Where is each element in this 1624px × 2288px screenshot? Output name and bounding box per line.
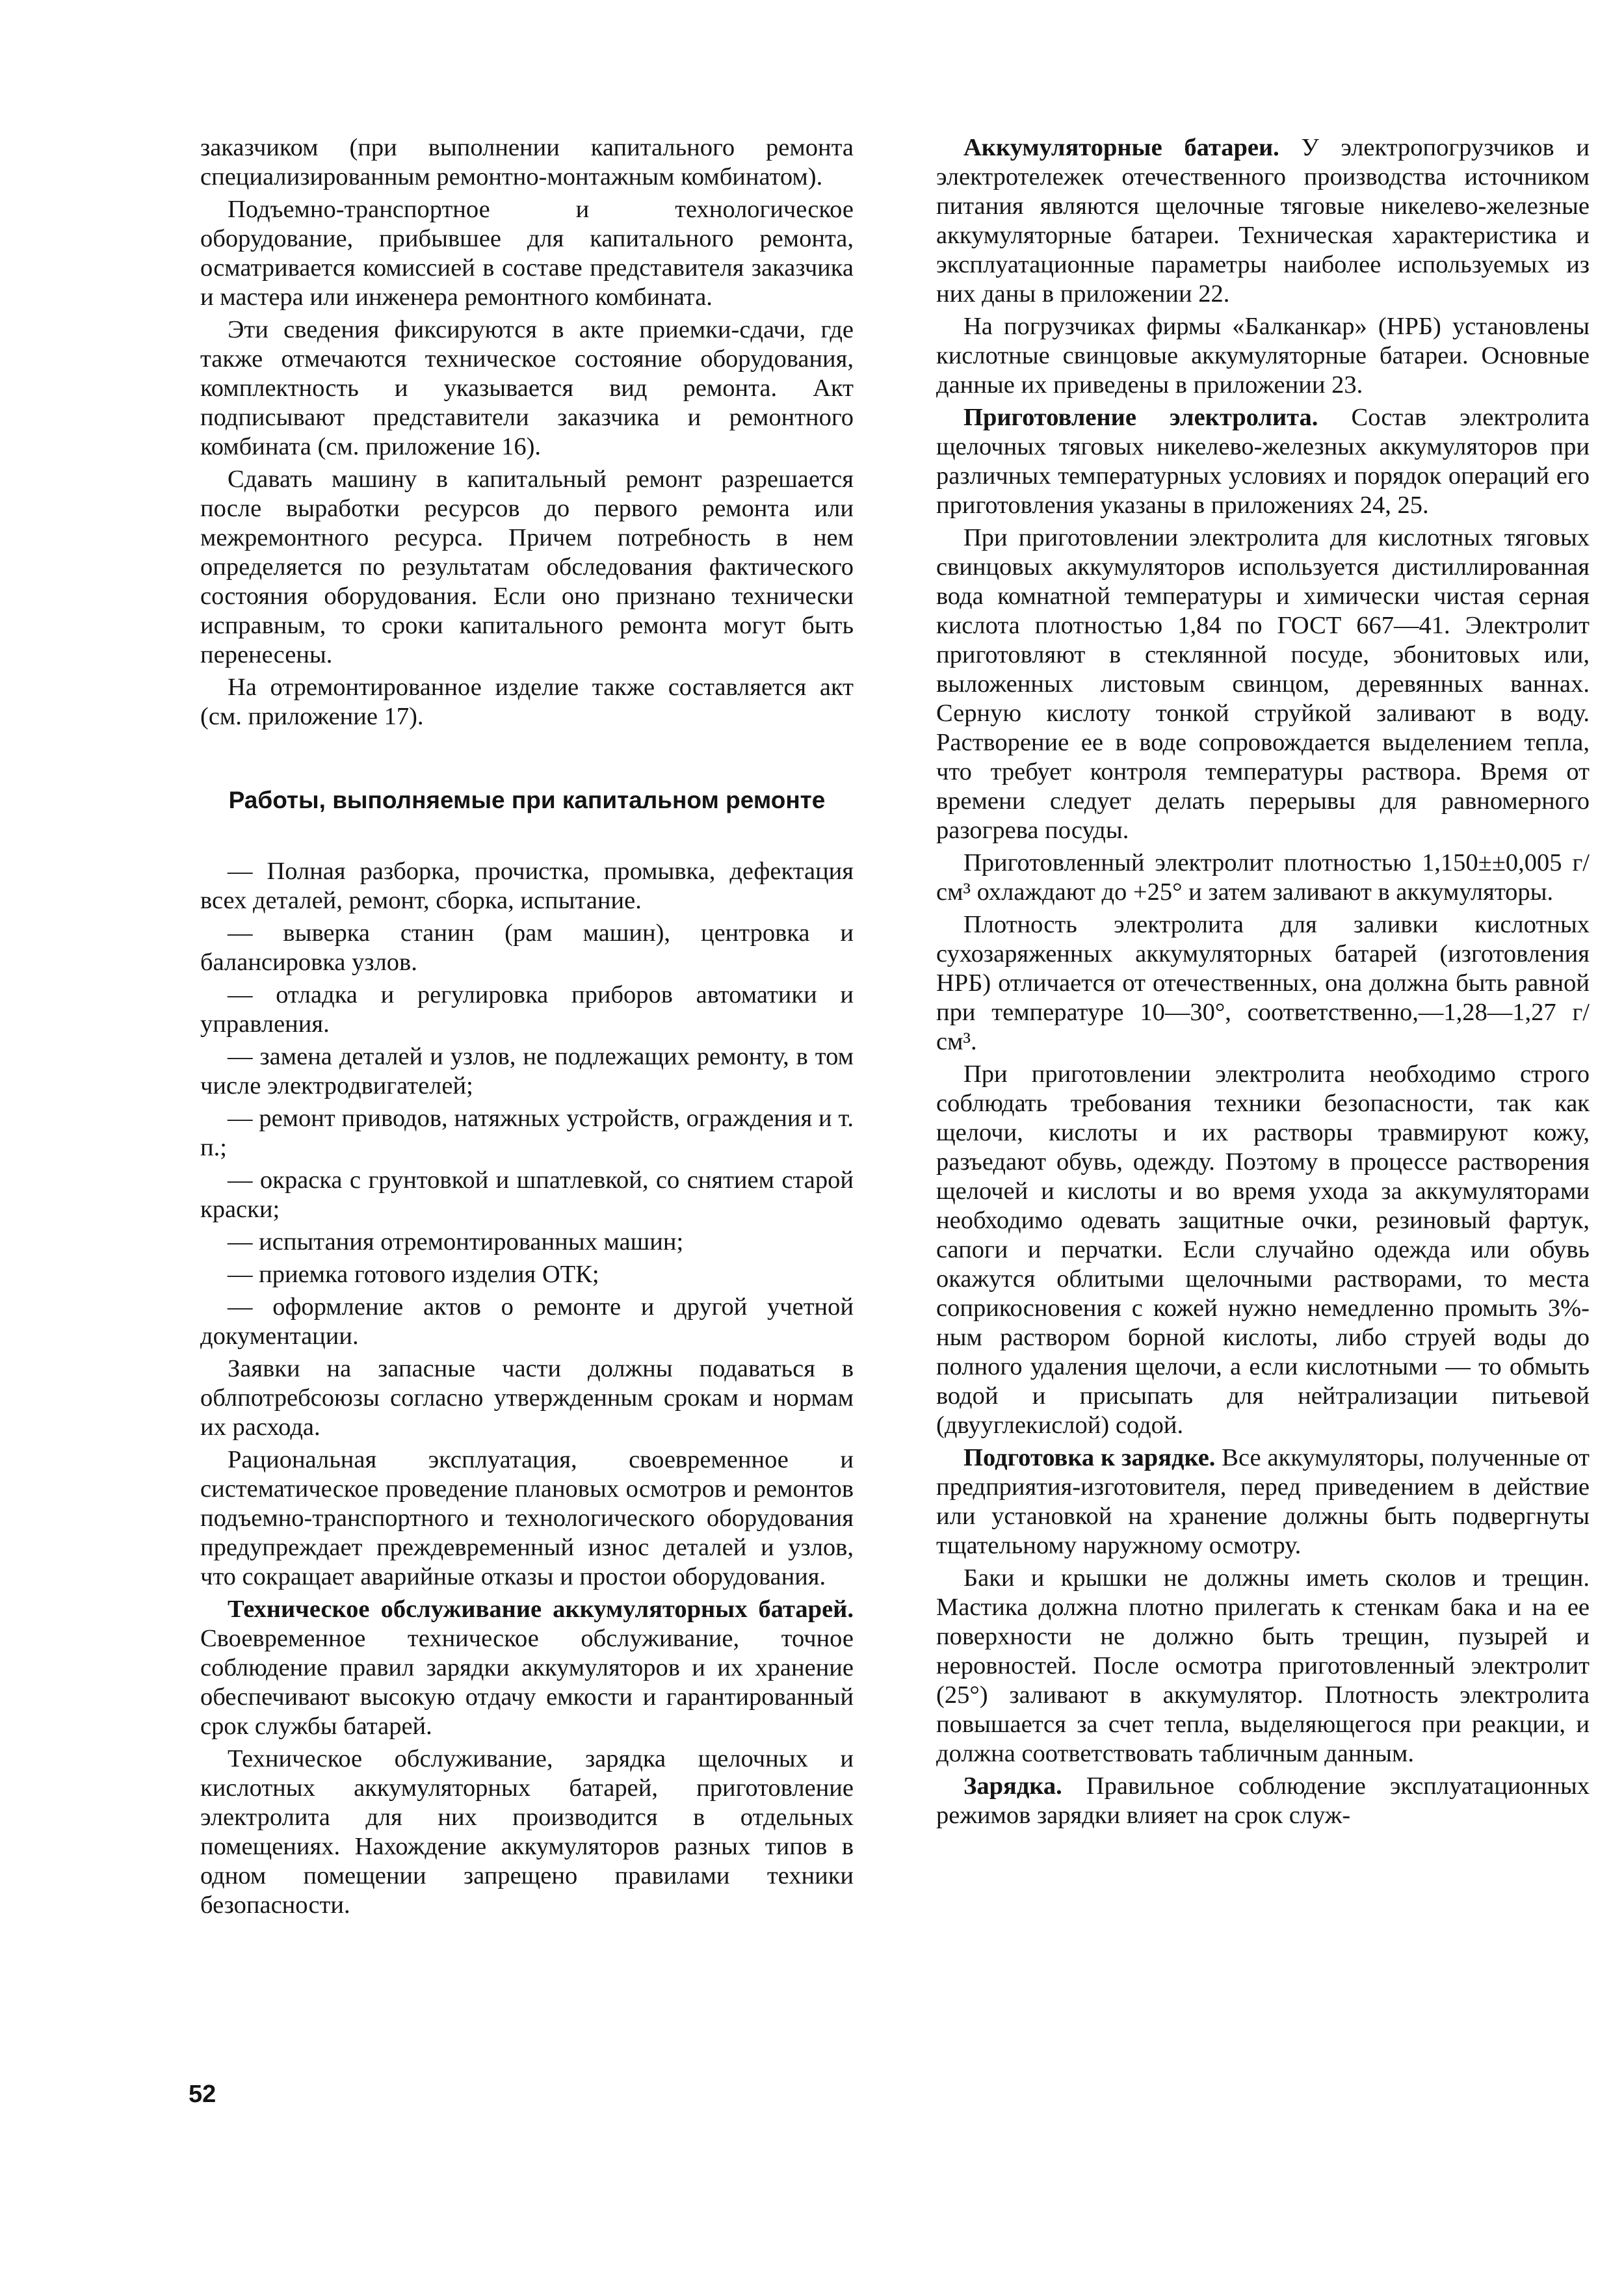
paragraph-safety: При приготовлении электролита необходимо строго соблюдать требования техники безопасности, так как щелочи, кислоты и их растворы травмируют кожу, разъедают обувь, одежду. Поэтому в процессе растворения щелочей и кислоты и во время ухода за аккумуляторами необходимо одевать защитные очки, резиновый фартук, сапоги и перчатки. Если случайно одежда или обувь окажутся облитыми щелочными растворами, то места соприкосновения с кожей нужно немедленно промыть 3%-ным раствором борной кислоты, либо струей воды до полного удаления щелочи, а если кислотными — то обмыть водой и присыпать для нейтрализации питьевой (двууглекислой) содой. [936,1060,1590,1439]
batteries-text: У электропогрузчиков и электротележек отечественного производства источником питания являются щелочные тяговые никелево-железные аккумуляторные батареи. Техническая характеристика и эксплуатационные параметры наиболее используемых из них даны в приложении 22. [936,134,1590,308]
work-item: — Полная разборка, прочистка, промывка, дефектация всех деталей, ремонт, сборка, испытание. [200,858,854,914]
battery-service-text: Своевременное техническое обслуживание, точное соблюдение правил зарядки аккумуляторов и их хранение обеспечивают высокую отдачу емкости и гарантированный срок службы батарей. [200,1625,854,1740]
electrolyte-text: Состав электролита щелочных тяговых никелево-железных аккумуляторов при различных температурных условиях и порядок операций его приготовления указаны в приложениях 24, 25. [936,404,1590,519]
paragraph-acceptance-act: Эти сведения фиксируются в акте приемки-сдачи, где также отмечаются техническое состояние оборудования, комплектность и указывается вид ремонта. Акт подписывают представители заказчика и ремонтного комбината (см. приложение 16). [200,316,854,460]
electrolyte-lead: Приготовление электролита. [963,404,1318,431]
paragraph-density: Приготовленный электролит плотностью 1,150±±0,005 г/см³ охлаждают до +25° и затем заливают в аккумуляторы. [936,849,1590,906]
battery-service-lead: Техническое обслуживание аккумуляторных батарей. [228,1596,854,1623]
paragraph-inspection: Подъемно-транспортное и технологическое оборудование, прибывшее для капитального ремонта, осматривается комиссией в составе представителя заказчика и мастера или инженера ремонтного комбината. [200,196,854,311]
paragraph-continuation: заказчиком (при выполнении капитального ремонта специализированным ремонтно-монтажным комбинатом). [200,134,854,191]
paragraph-rational-operation: Рациональная эксплуатация, своевременное и систематическое проведение плановых осмотров и ремонтов подъемно-транспортного и технологического оборудования предупреждает преждевременный износ деталей и узлов, что сокращает аварийные отказы и простои оборудования. [200,1446,854,1590]
paragraph-balkancar: На погрузчиках фирмы «Балканкар» (НРБ) установлены кислотные свинцовые аккумуляторные батареи. Основные данные их приведены в приложении 23. [936,313,1590,399]
paragraph-acid-electrolyte: При приготовлении электролита для кислотных тяговых свинцовых аккумуляторов используется дистиллированная вода комнатной температуры и химически чистая серная кислота плотностью 1,84 по ГОСТ 667—41. Электролит приготовляют в стеклянной посуде, эбонитовых или, выложенных листовым свинцом, деревянных ваннах. Серную кислоту тонкой струйкой заливают в воду. Растворение ее в воде сопровождается выделением тепла, что требует контроля температуры раствора. Время от времени следует делать перерывы для равномерного разогрева посуды. [936,524,1590,844]
paragraph-repaired-act: На отремонтированное изделие также составляется акт (см. приложение 17). [200,674,854,730]
paragraph-separate-rooms: Техническое обслуживание, зарядка щелочных и кислотных аккумуляторных батарей, приготовление электролита для них производится в отдельных помещениях. Нахождение аккумуляторов разных типов в одном помещении запрещено правилами техники безопасности. [200,1745,854,1919]
paragraph-overhaul-conditions: Сдавать машину в капитальный ремонт разрешается после выработки ресурсов до первого ремонта или межремонтного ресурса. Причем потребность в нем определяется по результатам обследования фактического состояния оборудования. Если оно признано технически исправным, то сроки капитального ремонта могут быть перенесены. [200,466,854,668]
paragraph-charge-prep [936,1443,1590,1560]
work-item: — ремонт приводов, натяжных устройств, ограждения и т. п.; [200,1105,854,1161]
page-number: 52 [189,2081,216,2108]
paragraph-electrolyte [936,403,1590,520]
charge-prep-text: Все аккумуляторы, полученные от предприятия-изготовителя, перед приведением в действие или установкой на хранение должны быть подвергнуты тщательному наружному осмотру. [936,1444,1590,1559]
work-item: — выверка станин (рам машин), центровка и балансировка узлов. [200,919,854,976]
work-item: — отладка и регулировка приборов автоматики и управления. [200,981,854,1038]
work-item: — испытания отремонтированных машин; [228,1228,684,1256]
work-item: — замена деталей и узлов, не подлежащих ремонту, в том числе электродвигателей; [200,1043,854,1099]
work-item: — оформление актов о ремонте и другой учетной документации. [200,1293,854,1350]
work-item: — окраска с грунтовкой и шпатлевкой, со снятием старой краски; [200,1166,854,1223]
paragraph-spare-parts: Заявки на запасные части должны подаваться в облпотребсоюзы согласно утвержденным срокам и нормам их расхода. [200,1355,854,1441]
work-item: — приемка готового изделия ОТК; [228,1261,599,1288]
paragraph-battery-service [200,1595,854,1741]
batteries-lead: Аккумуляторные батареи. [963,134,1279,161]
paragraph-tanks: Баки и крышки не должны иметь сколов и трещин. Мастика должна плотно прилегать к стенкам бака и на ее поверхности не должно быть трещин, пузырей и неровностей. После осмотра приготовленный электролит (25°) заливают в аккумулятор. Плотность электролита повышается за счет тепла, выделяющегося при реакции, и должна соответствовать табличным данным. [936,1564,1590,1767]
right-column [936,133,1590,1830]
paragraph-batteries [936,133,1590,309]
charging-lead: Зарядка. [963,1772,1062,1800]
section-heading: Работы, выполняемые при капитальном ремонте [228,787,826,813]
paragraph-charging [936,1772,1590,1830]
charge-prep-lead: Подготовка к зарядке. [963,1444,1216,1471]
charging-text: Правильное соблюдение эксплуатационных режимов зарядки влияет на срок служ- [936,1772,1590,1829]
paragraph-dry-charged: Плотность электролита для заливки кислотных сухозаряженных аккумуляторных батарей (изготовления НРБ) отличается от отечественных, она должна быть равной при температуре 10—30°, соответственно,—1,28—1,27 г/см³. [936,911,1590,1055]
left-column [200,133,854,1920]
